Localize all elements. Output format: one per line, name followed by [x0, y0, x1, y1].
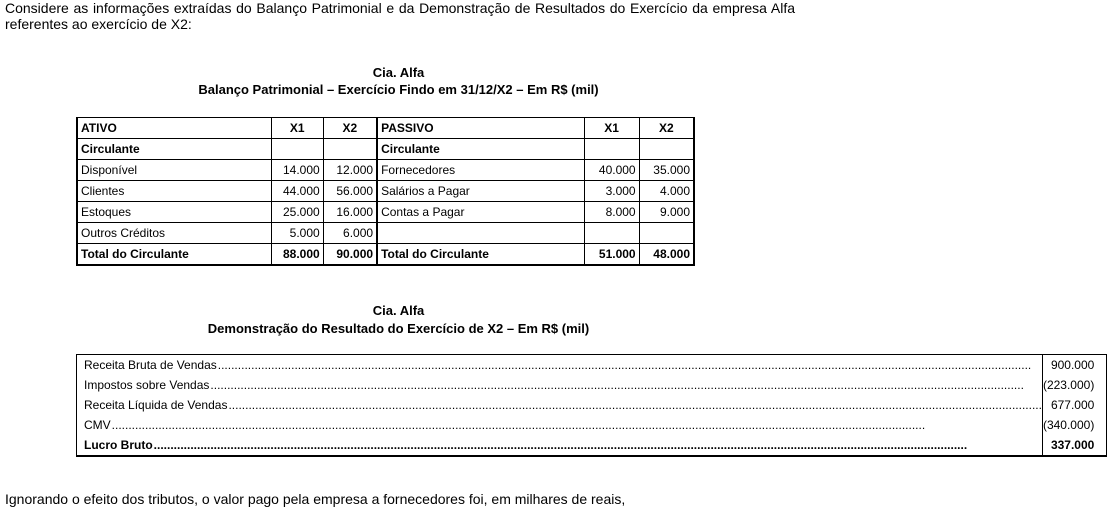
total-ativo-label: Total do Circulante: [77, 244, 271, 266]
total-ativo-x2: 90.000: [323, 244, 377, 266]
total-row: [77, 244, 694, 266]
ativo-label: Circulante: [77, 139, 271, 160]
total-passivo-label: Total do Circulante: [377, 244, 584, 266]
table-row: [77, 160, 694, 181]
passivo-x2: 9.000: [639, 202, 694, 223]
table-row: [77, 223, 694, 244]
ativo-label: Clientes: [77, 181, 271, 202]
ativo-x2: 12.000: [323, 160, 377, 181]
balance-title: Balanço Patrimonial – Exercício Findo em 31/12/X2 – Em R$ (mil): [198, 82, 599, 97]
ativo-x2: [323, 139, 377, 160]
table-row: [77, 181, 694, 202]
ativo-label: Disponível: [77, 160, 271, 181]
header-ativo: ATIVO: [77, 118, 271, 139]
income-statement-table: [76, 354, 1107, 457]
total-passivo-x1: 51.000: [584, 244, 639, 266]
header-ativo-x1: X1: [271, 118, 323, 139]
ativo-label: Outros Créditos: [77, 223, 271, 244]
income-label: Lucro Bruto: [84, 438, 153, 452]
ativo-x2: 16.000: [323, 202, 377, 223]
income-label: Impostos sobre Vendas: [84, 378, 210, 392]
table-header-row: [77, 118, 694, 139]
ativo-x1: 25.000: [271, 202, 323, 223]
income-value: (223.000): [1042, 375, 1106, 395]
table-row: [77, 202, 694, 223]
passivo-label: Circulante: [377, 139, 584, 160]
ativo-x1: 44.000: [271, 181, 323, 202]
ativo-x2: 6.000: [323, 223, 377, 244]
passivo-x2: [639, 223, 694, 244]
passivo-label: Salários a Pagar: [377, 181, 584, 202]
ativo-x1: [271, 139, 323, 160]
intro-text: Considere as informações extraídas do Balanço Patrimonial e da Demonstração de Resultados do Exercício da empresa Alfa referentes ao exercício de X2:: [5, 0, 795, 32]
income-value: 677.000: [1042, 395, 1106, 415]
passivo-label: [377, 223, 584, 244]
balance-sheet-table: [76, 117, 695, 266]
ativo-x1: 5.000: [271, 223, 323, 244]
table-row: [77, 139, 694, 160]
income-row: [77, 415, 1107, 435]
income-value: (340.000): [1042, 415, 1106, 435]
ativo-x2: 56.000: [323, 181, 377, 202]
income-label: CMV: [84, 418, 111, 432]
passivo-x2: 4.000: [639, 181, 694, 202]
income-label: Receita Bruta de Vendas: [84, 358, 217, 372]
passivo-x1: 40.000: [584, 160, 639, 181]
passivo-x1: [584, 223, 639, 244]
passivo-label: Contas a Pagar: [377, 202, 584, 223]
total-passivo-x2: 48.000: [639, 244, 694, 266]
ativo-label: Estoques: [77, 202, 271, 223]
ativo-x1: 14.000: [271, 160, 323, 181]
income-row-total: [77, 435, 1107, 456]
passivo-x1: 3.000: [584, 181, 639, 202]
passivo-x2: [639, 139, 694, 160]
income-row: [77, 375, 1107, 395]
income-label: Receita Líquida de Vendas: [84, 398, 228, 412]
header-passivo-x1: X1: [584, 118, 639, 139]
passivo-x2: 35.000: [639, 160, 694, 181]
header-passivo: PASSIVO: [377, 118, 584, 139]
income-company: Cia. Alfa: [372, 303, 425, 318]
income-value: 337.000: [1042, 435, 1106, 456]
income-value: 900.000: [1042, 355, 1106, 376]
balance-company: Cia. Alfa: [372, 65, 425, 80]
header-passivo-x2: X2: [639, 118, 694, 139]
passivo-label: Fornecedores: [377, 160, 584, 181]
income-row: [77, 395, 1107, 415]
total-ativo-x1: 88.000: [271, 244, 323, 266]
question-text: Ignorando o efeito dos tributos, o valor pago pela empresa a fornecedores foi, em milhares de reais,: [5, 491, 626, 507]
income-row: [77, 355, 1107, 376]
passivo-x1: [584, 139, 639, 160]
income-title: Demonstração do Resultado do Exercício de X2 – Em R$ (mil): [207, 321, 590, 336]
header-ativo-x2: X2: [323, 118, 377, 139]
passivo-x1: 8.000: [584, 202, 639, 223]
